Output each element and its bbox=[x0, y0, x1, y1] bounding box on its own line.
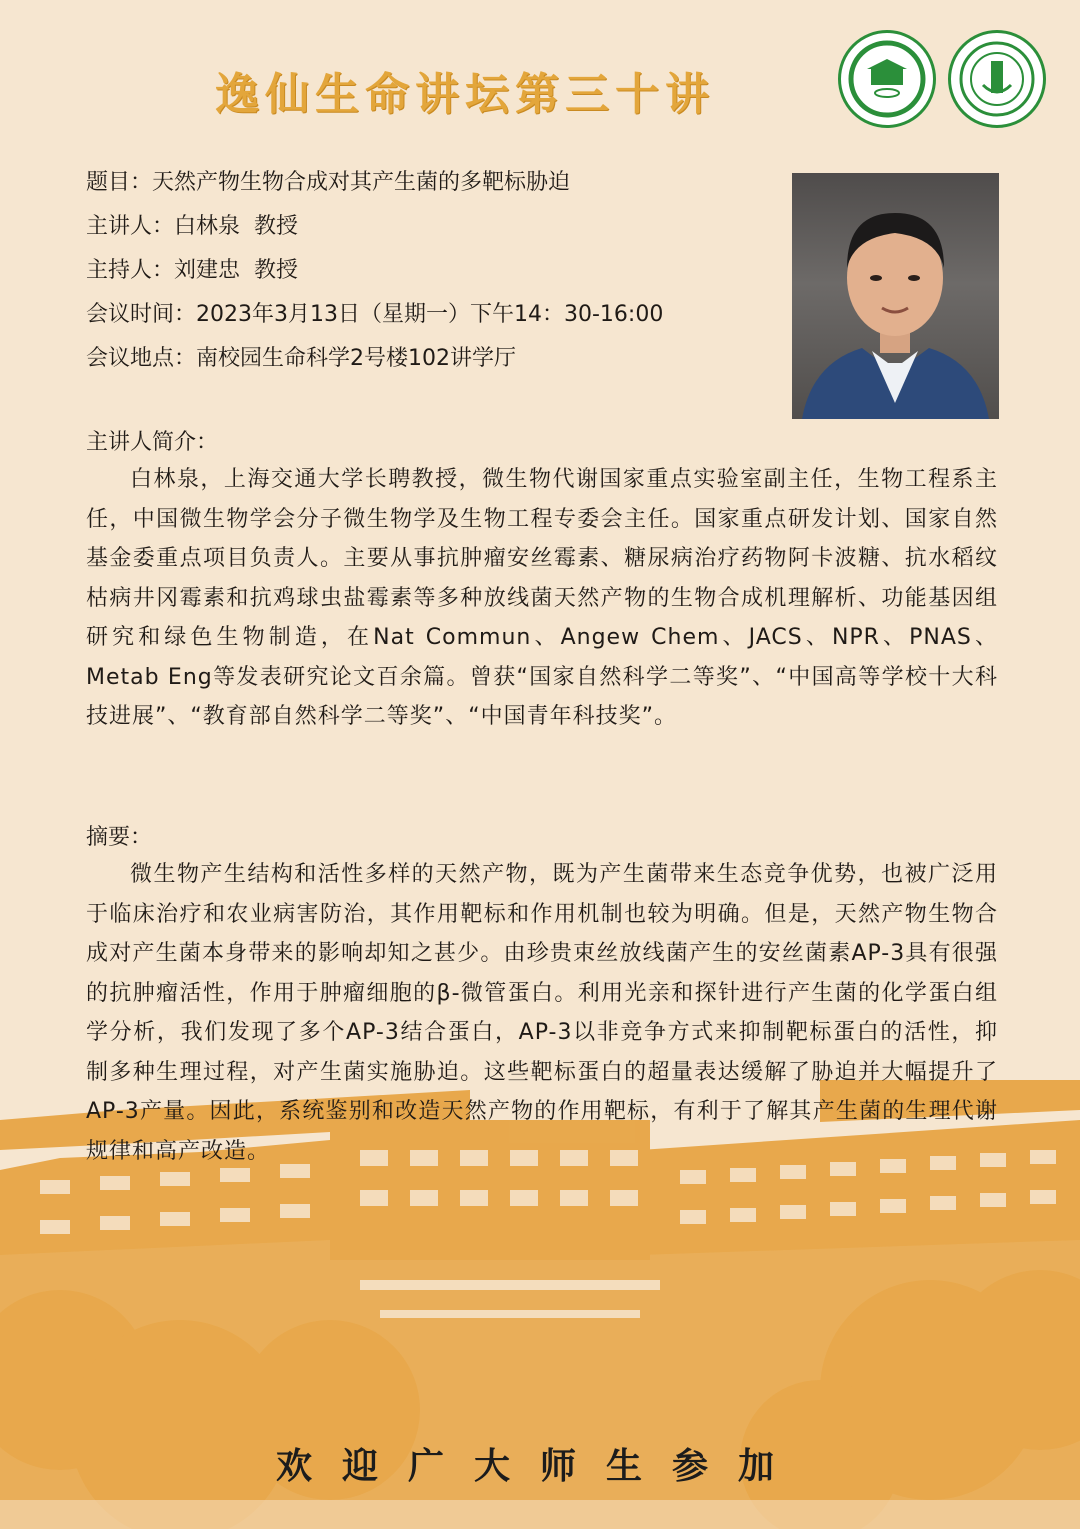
speaker-portrait-icon bbox=[792, 173, 999, 419]
sysu-life-sciences-logo-icon bbox=[838, 30, 936, 128]
place-label: 会议地点： bbox=[86, 346, 197, 371]
speaker-row bbox=[86, 209, 663, 253]
host-row bbox=[86, 253, 663, 297]
place-value: 南校园生命科学2号楼102讲学厅 bbox=[196, 346, 517, 371]
bio-label: 主讲人简介： bbox=[86, 430, 219, 455]
topic-label: 题目： bbox=[86, 170, 153, 195]
speaker-label: 主讲人： bbox=[86, 214, 175, 239]
lab-seal-logo-icon bbox=[948, 30, 1046, 128]
event-title: 逸仙生命讲坛第三十讲 bbox=[215, 69, 715, 120]
welcome-text: 欢迎广大师生参加 bbox=[275, 1446, 804, 1487]
host-label: 主持人： bbox=[86, 258, 175, 283]
time-row bbox=[86, 297, 663, 341]
event-info bbox=[86, 165, 663, 385]
time-label: 会议时间： bbox=[86, 302, 197, 327]
topic-row bbox=[86, 165, 663, 209]
bio-text: 白林泉，上海交通大学长聘教授，微生物代谢国家重点实验室副主任，生物工程系主任，中国微生物学会分子微生物学及生物工程专委会主任。国家重点研发计划、国家自然基金委重点项目负责人。主要从事抗肿瘤安丝霉素、糖尿病治疗药物阿卡波糖、抗水稻纹枯病井冈霉素和抗鸡球虫盐霉素等多种放线菌天然产物的生物合成机理解析、功能基因组研究和绿色生物制造，在Nat Commun、Angew Chem、JACS、NPR、PNAS、Metab Eng等发表研究论文百余篇。曾获“国家自然科学二等奖”、“中国高等学校十大科技进展”、“教育部自然科学二等奖”、“中国青年科技奖”。 bbox=[86, 467, 998, 729]
time-value: 2023年3月13日（星期一）下午14：30-16:00 bbox=[196, 302, 664, 327]
abstract-text: 微生物产生结构和活性多样的天然产物，既为产生菌带来生态竞争优势，也被广泛用于临床治疗和农业病害防治，其作用靶标和作用机制也较为明确。但是，天然产物生物合成对产生菌本身带来的影响却知之甚少。由珍贵束丝放线菌产生的安丝菌素AP-3具有很强的抗肿瘤活性，作用于肿瘤细胞的β-微管蛋白。利用光亲和探针进行产生菌的化学蛋白组学分析，我们发现了多个AP-3结合蛋白，AP-3以非竞争方式来抑制靶标蛋白的活性，抑制多种生理过程，对产生菌实施胁迫。这些靶标蛋白的超量表达缓解了胁迫并大幅提升了AP-3产量。因此，系统鉴别和改造天然产物的作用靶标，有利于了解其产生菌的生理代谢规律和高产改造。 bbox=[86, 862, 998, 1164]
host-value: 刘建忠 教授 bbox=[174, 258, 299, 283]
place-row bbox=[86, 341, 663, 385]
abstract-label: 摘要： bbox=[86, 825, 153, 850]
speaker-value: 白林泉 教授 bbox=[174, 214, 299, 239]
topic-value: 天然产物生物合成对其产生菌的多靶标胁迫 bbox=[152, 170, 571, 195]
